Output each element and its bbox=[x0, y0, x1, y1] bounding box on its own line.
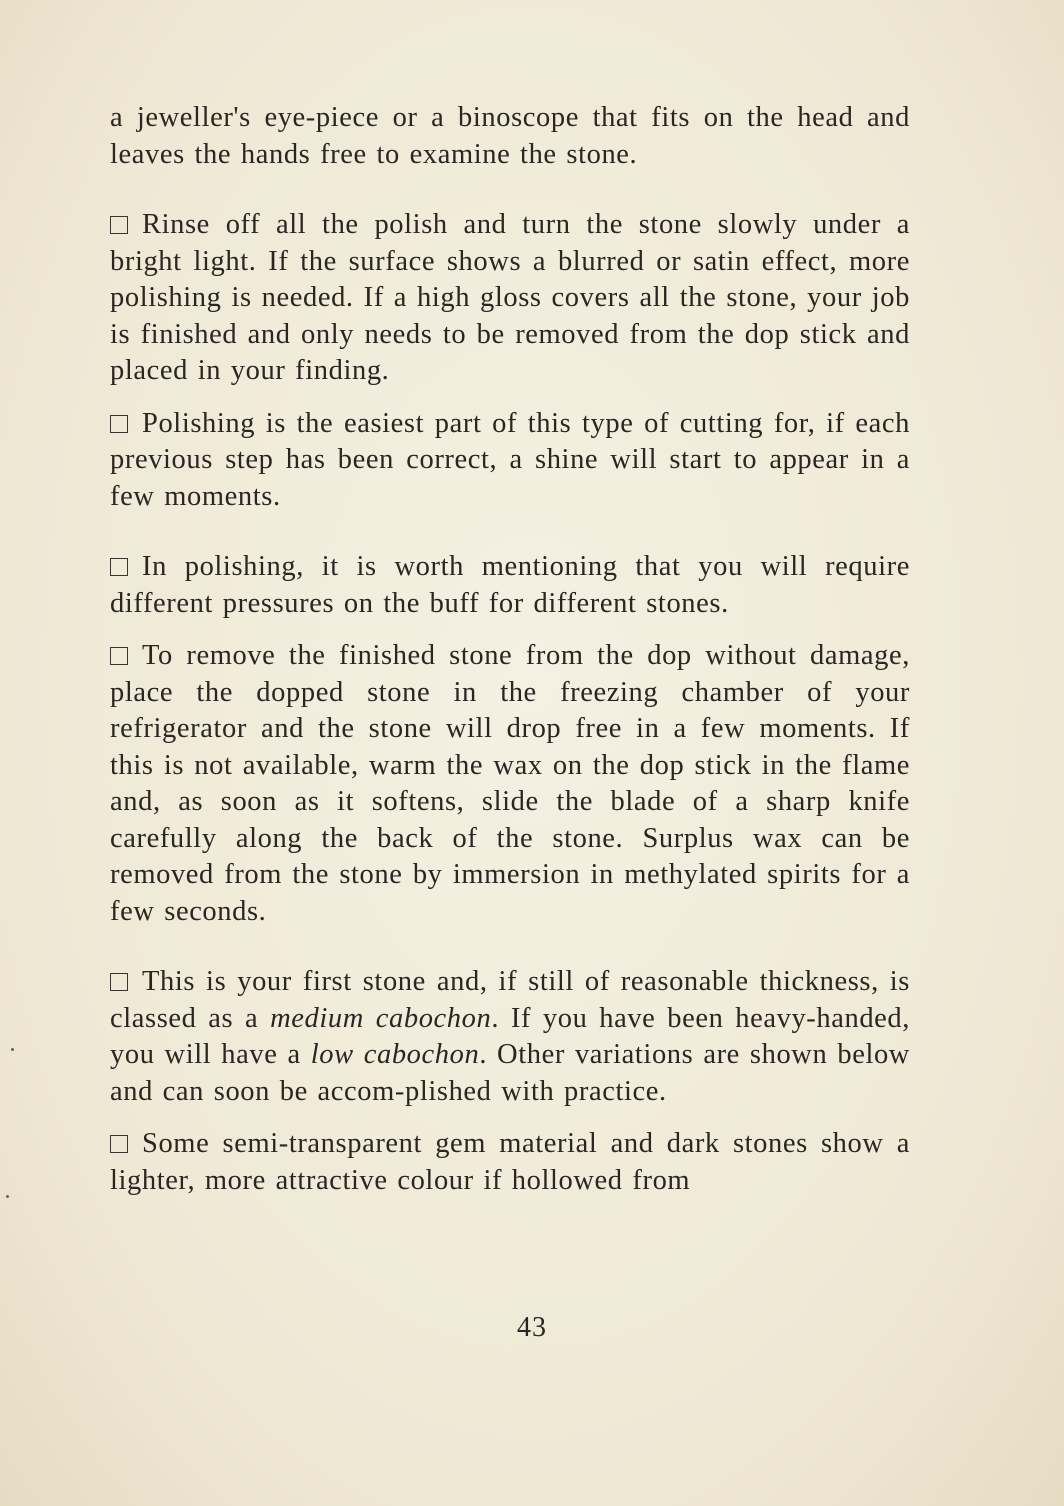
paper-speck bbox=[11, 1048, 14, 1051]
paragraph-1 bbox=[110, 100, 910, 173]
term-low-cabochon: low cabochon bbox=[310, 1039, 480, 1070]
checkbox-icon bbox=[110, 216, 128, 234]
paragraph-3 bbox=[110, 406, 910, 516]
paragraph-7-text: Some semi-transparent gem material and dark stones show a lighter, more attractive colour if hollowed from bbox=[110, 1128, 910, 1196]
term-medium-cabochon: medium cabochon bbox=[270, 1002, 492, 1034]
paragraph-2 bbox=[110, 207, 910, 390]
paragraph-5 bbox=[110, 638, 910, 930]
checkbox-icon bbox=[110, 647, 128, 665]
checkbox-icon bbox=[110, 558, 128, 576]
paragraph-6-text-b: . If you have been heavy-handed, you will have a bbox=[110, 1002, 911, 1070]
paragraph-2-text: Rinse off all the polish and turn the stone slowly under a bright light. If the surface shows a blurred or satin effect, more polishing is needed. If a high gloss covers all the stone, your job is finished and only needs to be removed from the dop stick and placed in your finding. bbox=[110, 209, 910, 386]
checkbox-icon bbox=[110, 973, 128, 991]
paragraph-1-text: a jeweller's eye-piece or a binoscope that fits on the head and leaves the hands free to examine the stone. bbox=[110, 102, 910, 170]
paper-speck bbox=[6, 1195, 9, 1198]
page-number: 43 bbox=[517, 1312, 547, 1343]
paragraph-6-text-c: . Other variations are shown below and can soon be accom-plished with practice. bbox=[110, 1039, 910, 1107]
paragraph-7 bbox=[110, 1126, 910, 1199]
paragraph-6 bbox=[110, 964, 910, 1110]
paragraph-6-text-a: This is your first stone and, if still of reasonable thickness, is classed as a bbox=[110, 966, 910, 1034]
paragraph-4-text: In polishing, it is worth mentioning that you will require different pressures on the buff for different stones. bbox=[110, 551, 910, 619]
paragraph-4 bbox=[110, 549, 910, 622]
paragraph-3-text: Polishing is the easiest part of this type of cutting for, if each previous step has been correct, a shine will start to appear in a few moments. bbox=[110, 407, 910, 512]
paragraph-5-text: To remove the finished stone from the dop without damage, place the dopped stone in the freezing chamber of your refrigerator and the stone will drop free in a few moments. If this is not available, warm the wax on the dop stick in the flame and, as soon as it softens, slide the blade of a sharp knife carefully along the back of the stone. Surplus wax can be removed from the stone by immersion in methylated spirits for a few seconds. bbox=[110, 640, 910, 927]
checkbox-icon bbox=[110, 415, 128, 433]
page-body bbox=[110, 100, 910, 1199]
checkbox-icon bbox=[110, 1135, 128, 1153]
